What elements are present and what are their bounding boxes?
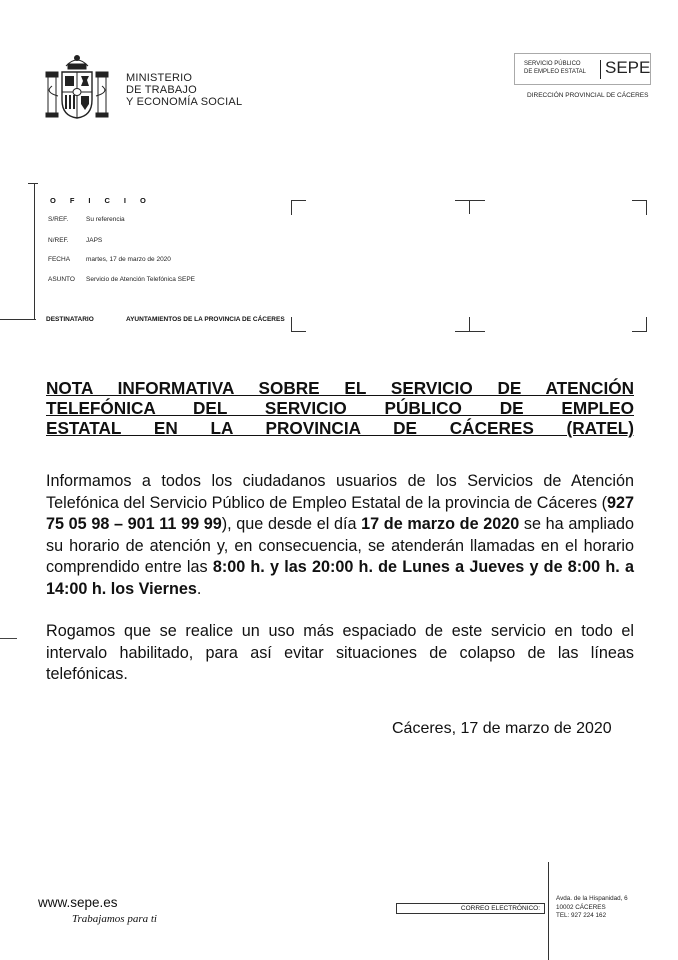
sepe-divider — [600, 60, 601, 79]
p1-text: ), que desde el día — [221, 515, 362, 533]
destinatario-label: DESTINATARIO — [46, 316, 94, 323]
slogan: Trabajamos para ti — [72, 913, 157, 925]
website-link[interactable]: www.sepe.es — [38, 895, 118, 910]
document-title — [46, 378, 634, 438]
paragraph-1 — [46, 471, 634, 600]
email-field — [396, 903, 545, 914]
destinatario-value: AYUNTAMIENTOS DE LA PROVINCIA DE CÁCERES — [126, 316, 285, 323]
place-date: Cáceres, 17 de marzo de 2020 — [392, 720, 612, 737]
address-block — [556, 895, 628, 921]
window-corner-mark — [291, 317, 306, 332]
p1-text: Informamos a todos los ciudadanos usuarios de los Servicios de Atención Telefónica del Servicio Público de Empleo Estatal de la provincia de Cáceres ( — [46, 472, 634, 512]
address-line: TEL: 927 224 162 — [556, 912, 607, 919]
email-label: CORREO ELECTRÓNICO: — [460, 905, 540, 912]
nref-value: JAPS — [86, 237, 103, 244]
title-line: TELEFÓNICA DEL SERVICIO PÚBLICO DE EMPLEO — [46, 398, 634, 418]
sepe-line: SERVICIO PÚBLICO — [524, 61, 581, 67]
ministry-name — [126, 72, 242, 108]
nref-label: N/REF. — [48, 237, 69, 244]
asunto-value: Servicio de Atención Telefónica SEPE — [86, 276, 196, 283]
sepe-logo — [514, 53, 651, 85]
oficio-frame — [0, 183, 35, 320]
fecha-label: FECHA — [48, 256, 71, 263]
ministry-line: MINISTERIO — [126, 72, 193, 84]
sepe-line: DE EMPLEO ESTATAL — [524, 69, 587, 75]
p1-text: . — [196, 579, 202, 598]
ministry-line: Y ECONOMÍA SOCIAL — [126, 96, 243, 108]
title-line: NOTA INFORMATIVA SOBRE EL SERVICIO DE ATENCIÓN — [46, 378, 634, 398]
window-corner-mark — [291, 200, 306, 215]
start-date: 17 de marzo de 2020 — [361, 515, 520, 533]
service-hours: 8:00 h. y las 20:00 h. de Lunes a Jueves y de 8:00 h. a 14:00 h. los Viernes — [46, 558, 634, 598]
sref-value: Su referencia — [86, 216, 125, 223]
address-line: 10002 CÁCERES — [556, 903, 606, 911]
sref-label: S/REF. — [48, 216, 69, 223]
direccion-provincial: DIRECCIÓN PROVINCIAL DE CÁCERES — [527, 92, 649, 99]
oficio-frame-bottom — [0, 319, 36, 320]
window-corner-mark — [632, 317, 647, 332]
fold-mark — [0, 638, 17, 639]
ministry-line: DE TRABAJO — [126, 84, 197, 96]
window-corner-mark — [455, 317, 485, 332]
window-corner-mark — [469, 317, 470, 331]
address-line: Avda. de la Hispanidad, 6 — [556, 895, 628, 902]
sepe-abbr: SEPE — [605, 58, 651, 77]
fecha-value: martes, 17 de marzo de 2020 — [86, 256, 171, 263]
window-corner-mark — [632, 200, 647, 215]
asunto-label: ASUNTO — [48, 276, 75, 283]
oficio-frame-tick — [28, 183, 38, 184]
window-corner-mark — [455, 200, 485, 215]
p1-text: se ha ampliado su horario de atención y, en consecuencia, se atenderán llamadas en el horario comprendido entre las — [46, 515, 635, 576]
spain-coat-of-arms-icon — [44, 52, 110, 122]
paragraph-2: Rogamos que se realice un uso más espaciado de este servicio en todo el intervalo habilitado, para así evitar situaciones de colapso de las líneas telefónicas. — [46, 622, 634, 683]
oficio-heading: OFICIO — [50, 196, 160, 205]
window-corner-mark — [469, 200, 470, 214]
title-line: ESTATAL EN LA PROVINCIA DE CÁCERES (RATEL) — [46, 418, 634, 438]
footer-divider — [548, 862, 549, 960]
phone-numbers: 927 75 05 98 – 901 11 99 99 — [46, 493, 634, 533]
